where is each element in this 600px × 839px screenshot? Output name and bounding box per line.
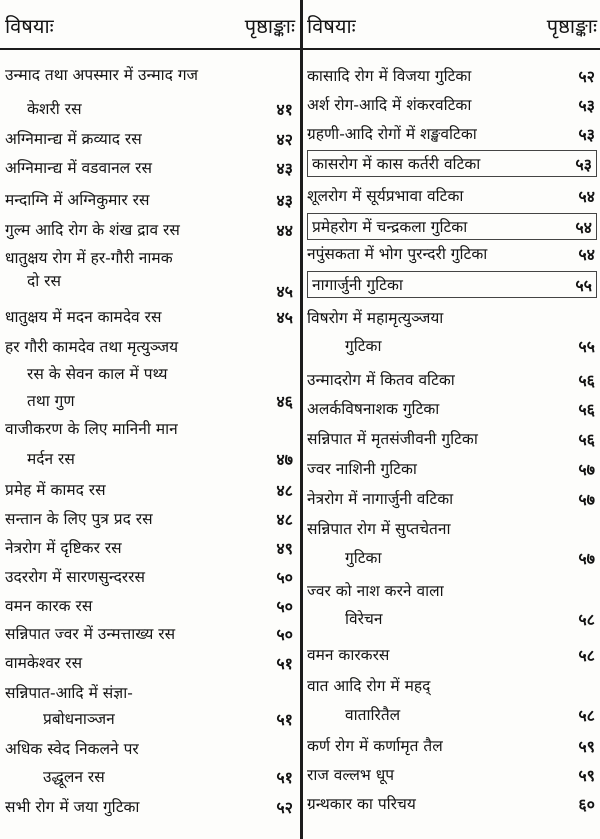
toc-entry	[307, 426, 597, 453]
entry-title: वातारितैल	[345, 706, 401, 724]
toc-entry	[5, 126, 295, 153]
entry-title: धातुक्षय रोग में हर-गौरी नामक	[5, 249, 173, 267]
toc-entry	[5, 187, 295, 214]
toc-entry	[5, 650, 295, 677]
entry-page: ५४	[575, 218, 592, 237]
entry-page: ५८	[578, 706, 595, 725]
page-heading: पृष्ठाङ्काः	[244, 14, 295, 38]
entry-title: सन्तान के लिए पुत्र प्रद रस	[5, 510, 153, 528]
entry-title: मर्दन रस	[27, 450, 75, 468]
entry-title: ग्रहणी-आदि रोगों में शङ्खवटिका	[307, 125, 477, 143]
entry-page: ५३	[578, 125, 595, 144]
entry-page: ५५	[575, 276, 592, 295]
toc-entry	[307, 642, 597, 669]
entry-page: ४२	[276, 130, 293, 149]
toc-entry	[307, 578, 597, 605]
toc-entry	[5, 506, 295, 533]
toc-entry	[307, 606, 597, 633]
entry-page: ५९	[578, 737, 595, 756]
entry-title: राज वल्लभ धूप	[307, 766, 395, 784]
entry-title: वामकेश्वर रस	[5, 654, 83, 672]
left-column-header	[5, 12, 295, 42]
entry-page: ४६	[276, 392, 293, 411]
entry-title: ज्वर नाशिनी गुटिका	[307, 460, 417, 478]
entry-page: ५६	[578, 430, 595, 449]
entry-title: प्रबोधनाञ्जन	[43, 710, 115, 728]
entry-page: ५७	[578, 549, 595, 568]
entry-title: वमन कारक रस	[5, 597, 93, 615]
entry-page: ५५	[578, 337, 595, 356]
entry-page: ६०	[578, 795, 595, 814]
entry-title: विरेचन	[345, 610, 383, 628]
entry-title: नपुंसकता में भोग पुरन्दरी गुटिका	[307, 245, 488, 263]
toc-entry	[307, 762, 597, 789]
toc-entry	[307, 121, 597, 148]
entry-title: अर्श रोग-आदि में शंकरवटिका	[307, 96, 472, 114]
entry-title: अधिक स्वेद निकलने पर	[5, 740, 139, 758]
entry-page: ५९	[578, 766, 595, 785]
entry-title: नागार्जुनी गुटिका	[312, 276, 403, 294]
entry-page: ५३	[575, 155, 592, 174]
toc-entry	[5, 416, 295, 443]
entry-title: ज्वर को नाश करने वाला	[307, 582, 444, 600]
toc-entry	[5, 268, 295, 301]
entry-page: ४३	[276, 159, 293, 178]
entry-title: प्रमेह में कामद रस	[5, 481, 106, 499]
column-divider	[300, 0, 303, 839]
toc-entry	[5, 736, 295, 763]
toc-entry	[307, 333, 597, 360]
toc-entry	[5, 764, 295, 791]
entry-title: वात आदि रोग में महद्	[307, 677, 431, 695]
left-column	[5, 0, 295, 839]
entry-title: गुटिका	[345, 337, 382, 355]
toc-entry	[307, 183, 597, 210]
toc-entry	[5, 388, 295, 415]
toc-entry	[5, 304, 295, 331]
entry-title: धातुक्षय में मदन कामदेव रस	[5, 308, 162, 326]
entry-page: ५४	[578, 245, 595, 264]
toc-entry	[5, 564, 295, 591]
entry-title: दो रस	[27, 272, 61, 290]
entry-page: ५२	[276, 798, 293, 817]
entry-title: नेत्ररोग में दृष्टिकर रस	[5, 539, 122, 557]
subject-heading: विषयाः	[307, 14, 356, 38]
entry-title: हर गौरी कामदेव तथा मृत्युञ्जय	[5, 338, 179, 356]
toc-entry	[307, 92, 597, 119]
entry-page: ५१	[276, 710, 293, 729]
entry-title: सन्निपात-आदि में संज्ञा-	[5, 684, 133, 702]
entry-title: अलर्कविषनाशक गुटिका	[307, 400, 440, 418]
entry-title: अग्निमान्द्य में वडवानल रस	[5, 159, 152, 177]
entry-title: कर्ण रोग में कर्णामृत तैल	[307, 737, 443, 755]
entry-page: ५०	[276, 568, 293, 587]
entry-page: ५१	[276, 654, 293, 673]
toc-entry	[307, 150, 597, 177]
entry-title: सन्निपात रोग में सुप्तचेतना	[307, 520, 451, 538]
entry-title: सन्निपात ज्वर में उन्मत्ताख्य रस	[5, 625, 176, 643]
entry-page: ५६	[578, 371, 595, 390]
entry-page: ५४	[578, 187, 595, 206]
entry-title: केशरी रस	[27, 100, 82, 118]
entry-page: ५०	[276, 597, 293, 616]
entry-title: तथा गुण	[27, 392, 75, 410]
toc-entry	[307, 305, 597, 332]
entry-title: कासादि रोग में विजया गुटिका	[307, 67, 472, 85]
entry-page: ५१	[276, 768, 293, 787]
subject-heading: विषयाः	[5, 14, 54, 38]
entry-page: ५३	[578, 96, 595, 115]
toc-entry	[307, 791, 597, 818]
entry-page: ४३	[276, 191, 293, 210]
toc-entry	[5, 62, 295, 89]
entry-title: सन्निपात में मृतसंजीवनी गुटिका	[307, 430, 478, 448]
toc-entry	[307, 702, 597, 729]
toc-entry	[5, 334, 295, 361]
right-column	[307, 0, 597, 839]
toc-entry	[5, 477, 295, 504]
right-column-header	[307, 12, 597, 42]
entry-page: ५७	[578, 460, 595, 479]
toc-entry	[307, 213, 597, 240]
toc-entry	[307, 673, 597, 700]
entry-page: ५८	[578, 610, 595, 629]
entry-title: ग्रन्थकार का परिचय	[307, 795, 416, 813]
toc-entry	[5, 155, 295, 182]
toc-entry	[307, 271, 597, 298]
toc-entry	[307, 516, 597, 543]
entry-page: ५०	[276, 625, 293, 644]
toc-entry	[5, 593, 295, 620]
toc-entry	[307, 63, 597, 90]
entry-title: उदररोग में सारणसुन्दररस	[5, 568, 145, 586]
entry-title: सभी रोग में जया गुटिका	[5, 798, 140, 816]
toc-entry	[5, 217, 295, 244]
toc-entry	[307, 733, 597, 760]
toc-entry	[307, 396, 597, 423]
entry-title: गुल्म आदि रोग के शंख द्राव रस	[5, 221, 180, 239]
toc-entry	[5, 535, 295, 562]
toc-entry	[5, 680, 295, 707]
toc-entry	[307, 545, 597, 572]
entry-page: ४८	[276, 481, 293, 500]
entry-title: प्रमेहरोग में चन्द्रकला गुटिका	[312, 218, 468, 236]
entry-title: उन्मादरोग में कितव वटिका	[307, 371, 455, 389]
entry-page: ४९	[276, 539, 293, 558]
entry-page: ५७	[578, 490, 595, 509]
toc-entry	[5, 446, 295, 473]
entry-title: कासरोग में कास कर्तरी वटिका	[312, 155, 481, 173]
entry-title: मन्दाग्नि में अग्निकुमार रस	[5, 191, 150, 209]
toc-entry	[5, 96, 295, 123]
entry-title: वमन कारकरस	[307, 646, 390, 664]
entry-page: ४८	[276, 510, 293, 529]
entry-title: उन्माद तथा अपस्मार में उन्माद गज	[5, 66, 199, 84]
entry-page: ४५	[276, 308, 293, 327]
toc-entry	[307, 241, 597, 268]
entry-page: ४४	[276, 221, 293, 240]
page-heading: पृष्ठाङ्काः	[546, 14, 597, 38]
entry-title: शूलरोग में सूर्यप्रभावा वटिका	[307, 187, 464, 205]
entry-page: ४७	[276, 450, 293, 469]
entry-title: गुटिका	[345, 549, 382, 567]
entry-title: विषरोग में महामृत्युञ्जया	[307, 309, 444, 327]
toc-entry	[307, 456, 597, 483]
entry-page: ४५	[276, 282, 293, 301]
toc-entry	[5, 706, 295, 733]
entry-page: ५८	[578, 646, 595, 665]
entry-page: ४१	[276, 100, 293, 119]
toc-entry	[307, 367, 597, 394]
toc-entry	[5, 361, 295, 388]
entry-title: रस के सेवन काल में पथ्य	[27, 365, 168, 383]
toc-entry	[5, 794, 295, 821]
entry-title: वाजीकरण के लिए मानिनी मान	[5, 420, 178, 438]
entry-title: नेत्ररोग में नागार्जुनी वटिका	[307, 490, 454, 508]
entry-title: उद्धूलन रस	[43, 768, 105, 786]
toc-entry	[307, 486, 597, 513]
entry-page: ५६	[578, 400, 595, 419]
entry-title: अग्निमान्द्य में क्रव्याद रस	[5, 130, 142, 148]
entry-page: ५२	[578, 67, 595, 86]
toc-entry	[5, 621, 295, 648]
